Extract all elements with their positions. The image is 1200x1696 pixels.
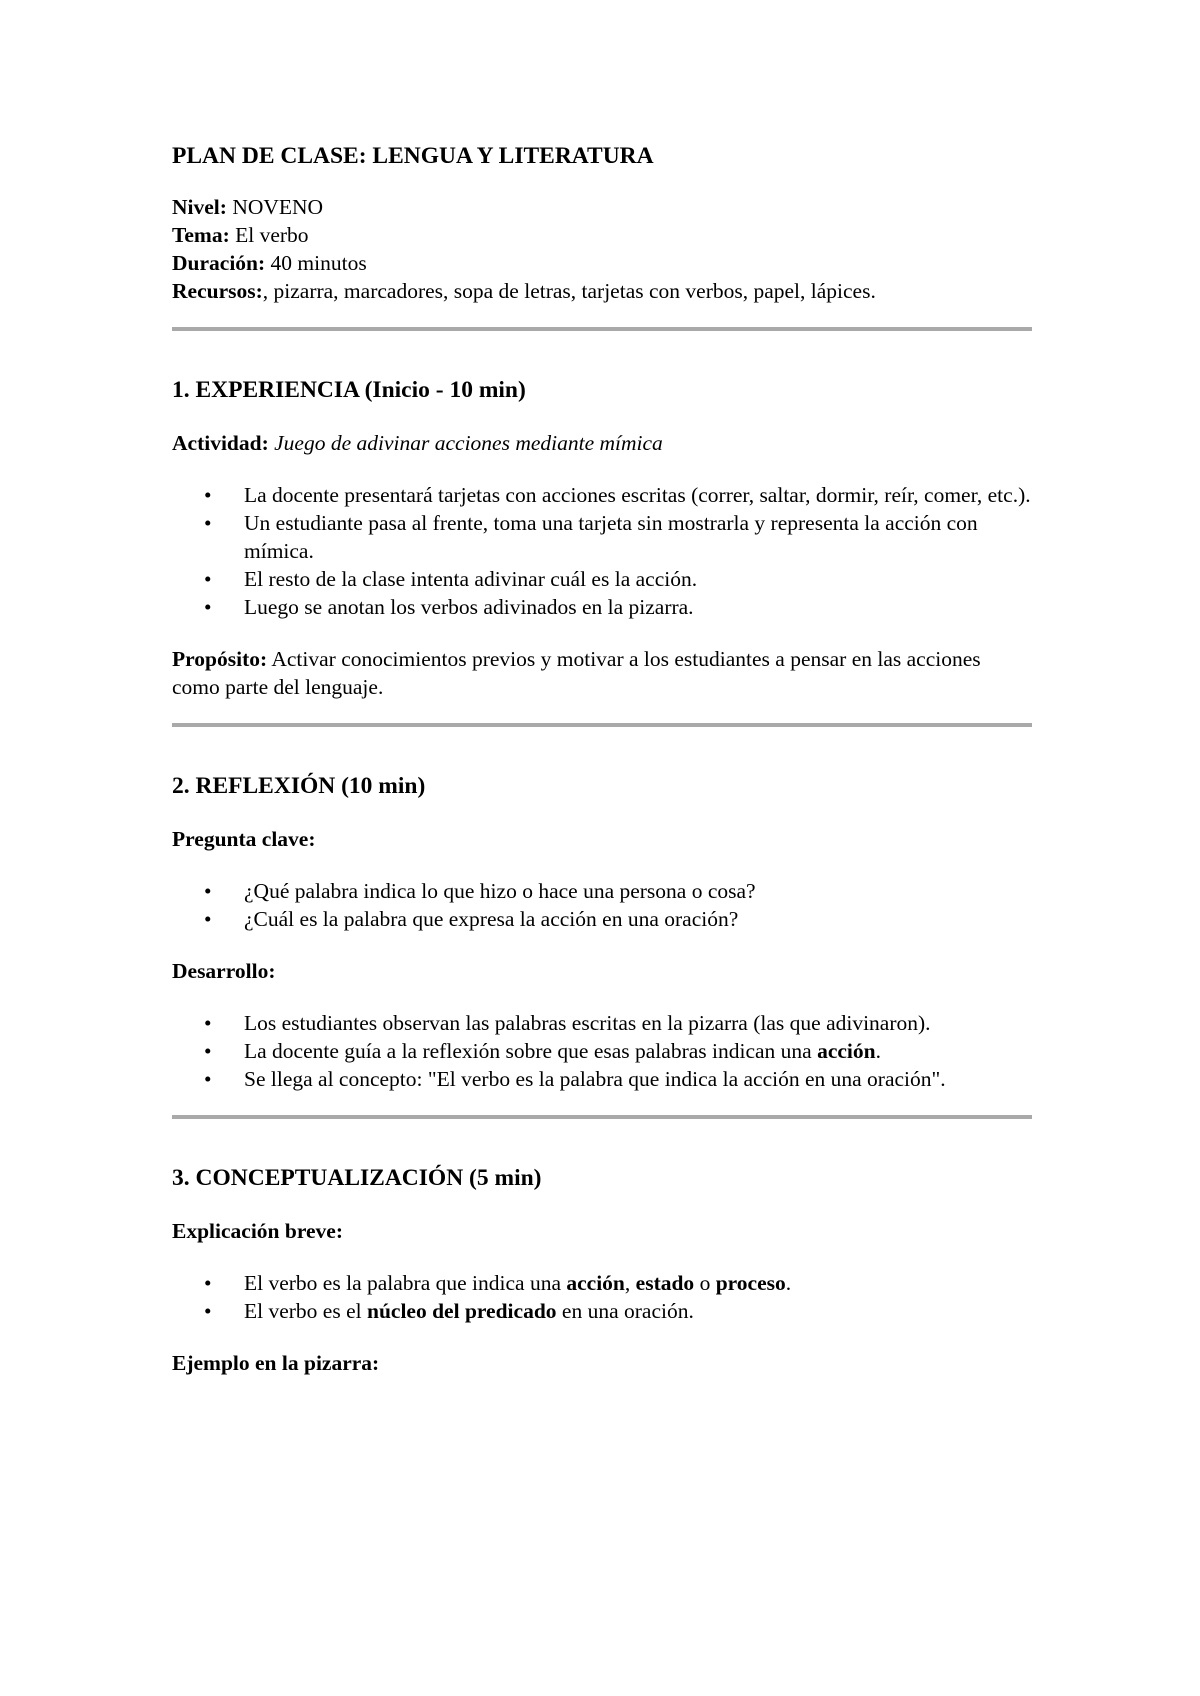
nivel-value: NOVENO bbox=[226, 195, 324, 219]
list-item bbox=[244, 1269, 1032, 1297]
list-item bbox=[244, 1297, 1032, 1325]
explanation-label: Explicación breve: bbox=[172, 1219, 343, 1243]
development-label-line bbox=[172, 957, 1032, 985]
explanation-label-line bbox=[172, 1217, 1032, 1245]
item1-bold-estado: estado bbox=[635, 1271, 695, 1295]
tema-value: El verbo bbox=[229, 223, 309, 247]
activity-label: Actividad: bbox=[172, 431, 269, 455]
list-item: • ¿Qué palabra indica lo que hizo o hace una persona o cosa? bbox=[244, 877, 1032, 905]
nivel-label: Nivel: bbox=[172, 195, 227, 219]
meta-duracion bbox=[172, 249, 1032, 277]
lesson-metadata bbox=[172, 193, 1032, 305]
item2-pre: El verbo es el bbox=[244, 1299, 367, 1323]
list-item: • Los estudiantes observan las palabras escritas en la pizarra (las que adivinaron). bbox=[244, 1009, 1032, 1037]
document-page bbox=[172, 140, 1032, 1377]
meta-tema bbox=[172, 221, 1032, 249]
example-label-line bbox=[172, 1349, 1032, 1377]
section-divider bbox=[172, 723, 1032, 727]
tema-label: Tema: bbox=[172, 223, 230, 247]
item1-bold-proceso: proceso bbox=[715, 1271, 786, 1295]
item1-sep1: , bbox=[624, 1271, 636, 1295]
duracion-label: Duración: bbox=[172, 251, 266, 275]
list-item: • El resto de la clase intenta adivinar cuál es la acción. bbox=[244, 565, 1032, 593]
activity-value: Juego de adivinar acciones mediante mímica bbox=[274, 431, 663, 455]
list-item: • La docente presentará tarjetas con acciones escritas (correr, saltar, dormir, reír, comer, etc.). bbox=[244, 481, 1032, 509]
development-label: Desarrollo: bbox=[172, 959, 276, 983]
experiencia-list bbox=[172, 481, 1032, 621]
list-item: • ¿Cuál es la palabra que expresa la acción en una oración? bbox=[244, 905, 1032, 933]
item1-sep2: o bbox=[694, 1271, 716, 1295]
example-label: Ejemplo en la pizarra: bbox=[172, 1351, 380, 1375]
meta-recursos bbox=[172, 277, 1032, 305]
meta-nivel bbox=[172, 193, 1032, 221]
section-heading-conceptualizacion: 3. CONCEPTUALIZACIÓN (5 min) bbox=[172, 1165, 542, 1191]
recursos-label: Recursos: bbox=[172, 279, 263, 303]
recursos-value: , pizarra, marcadores, sopa de letras, tarjetas con verbos, papel, lápices. bbox=[262, 279, 876, 303]
item1-bold-accion: acción bbox=[566, 1271, 625, 1295]
item2-post: en una oración. bbox=[556, 1299, 694, 1323]
question-label-line bbox=[172, 825, 1032, 853]
dev-item2-pre: La docente guía a la reflexión sobre que esas palabras indican una bbox=[244, 1039, 818, 1063]
list-item: • Un estudiante pasa al frente, toma una tarjeta sin mostrarla y representa la acción con mímica. bbox=[244, 509, 1032, 565]
questions-list bbox=[172, 877, 1032, 933]
purpose-line bbox=[172, 645, 1032, 701]
item1-post: . bbox=[785, 1271, 792, 1295]
section-divider bbox=[172, 1115, 1032, 1119]
item1-pre: El verbo es la palabra que indica una bbox=[244, 1271, 567, 1295]
question-label: Pregunta clave: bbox=[172, 827, 316, 851]
list-item bbox=[244, 1037, 1032, 1065]
development-list bbox=[172, 1009, 1032, 1093]
list-item: • Se llega al concepto: "El verbo es la palabra que indica la acción en una oración". bbox=[244, 1065, 1032, 1093]
duracion-value: 40 minutos bbox=[265, 251, 367, 275]
document-title: PLAN DE CLASE: LENGUA Y LITERATURA bbox=[172, 143, 654, 169]
section-divider bbox=[172, 327, 1032, 331]
dev-item2-post: . bbox=[875, 1039, 881, 1063]
purpose-value: Activar conocimientos previos y motivar a los estudiantes a pensar en las acciones como parte del lenguaje. bbox=[172, 647, 981, 699]
dev-item2-bold: acción bbox=[817, 1039, 876, 1063]
activity-line bbox=[172, 429, 1032, 457]
section-heading-reflexion: 2. REFLEXIÓN (10 min) bbox=[172, 773, 426, 799]
list-item: • Luego se anotan los verbos adivinados en la pizarra. bbox=[244, 593, 1032, 621]
purpose-label: Propósito: bbox=[172, 647, 268, 671]
section-heading-experiencia: 1. EXPERIENCIA (Inicio - 10 min) bbox=[172, 377, 526, 403]
explanation-list bbox=[172, 1269, 1032, 1325]
item2-bold: núcleo del predicado bbox=[367, 1299, 557, 1323]
